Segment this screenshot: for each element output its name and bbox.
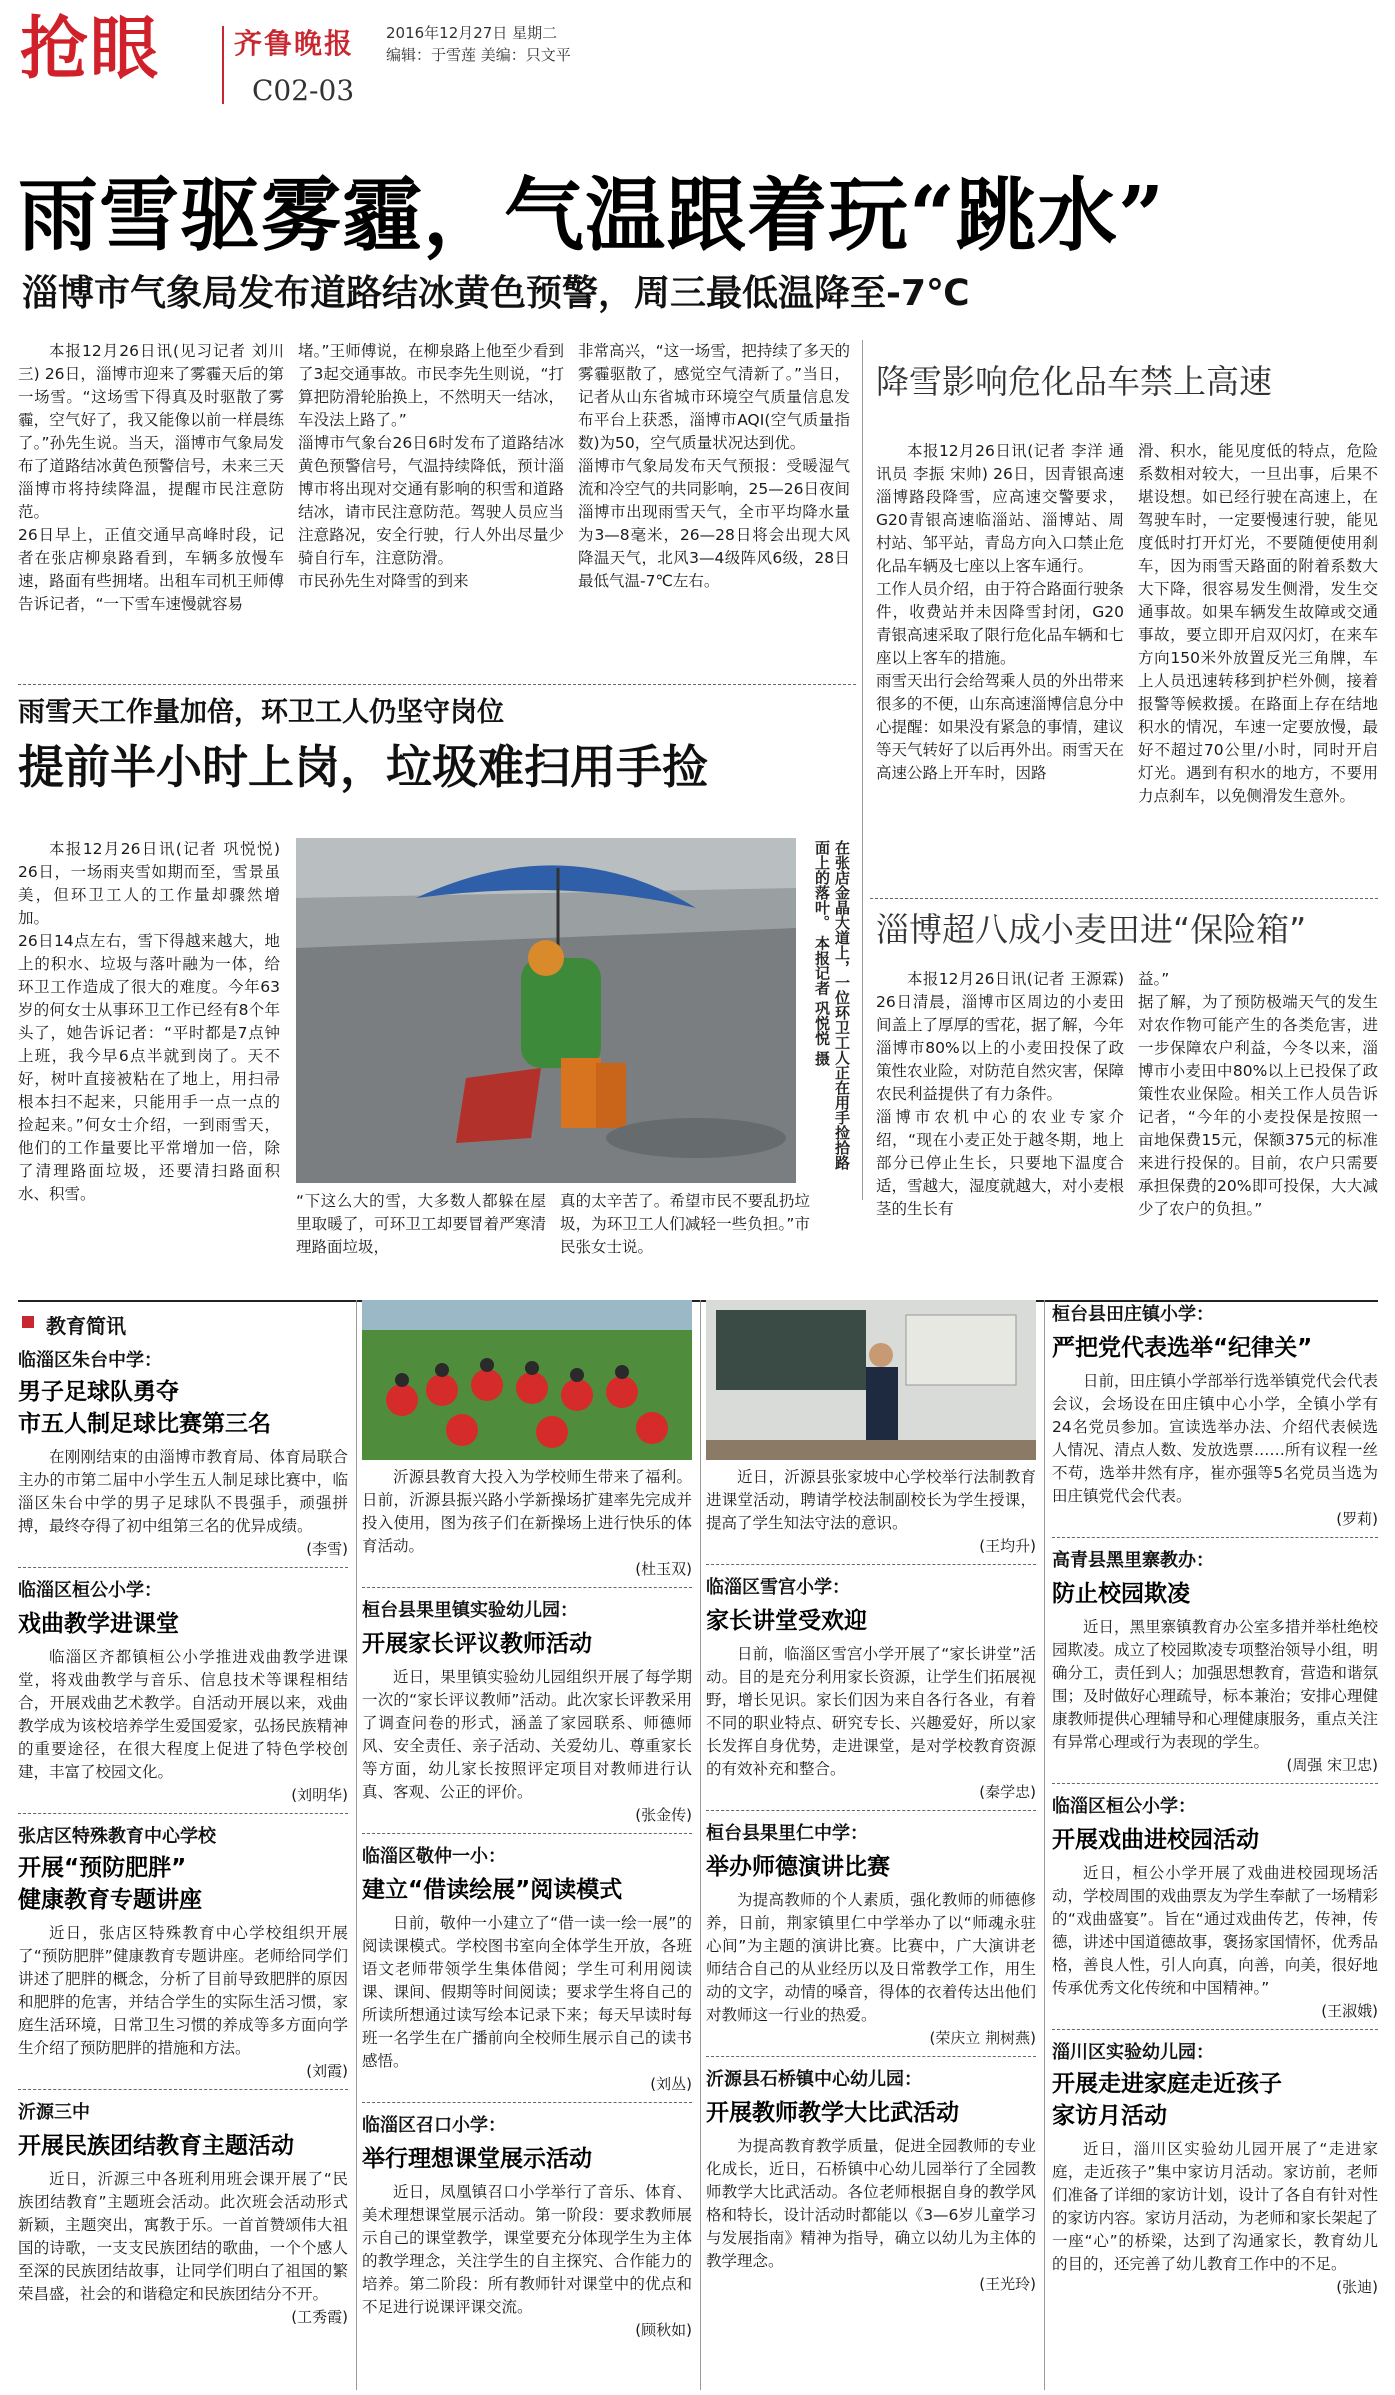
- edu-divider: [18, 2089, 348, 2090]
- issue-date: 2016年12月27日 星期二: [386, 24, 558, 42]
- edu-photo-caption: 沂源县教育大投入为学校师生带来了福利。日前，沂源县振兴路小学新操场扩建率先完成并投入使用，图为孩子们在新操场上进行快乐的体育活动。: [362, 1468, 692, 1555]
- edu-divider: [362, 1833, 692, 1834]
- edu-col3: [706, 1300, 1036, 2294]
- edu-item-sig: (罗莉): [1336, 1510, 1378, 1528]
- edu-divider: [706, 1564, 1036, 1565]
- edu-item-title: 男子足球队勇夺 市五人制足球比赛第三名: [18, 1379, 271, 1437]
- edu-item-kicker: 桓台县果里仁中学：: [706, 1823, 868, 1844]
- hazmat-col2: 滑、积水，能见度低的特点，危险系数相对较大，一旦出事，后果不堪设想。如已经行驶在高速上，在驾驶车时，一定要慢速行驶，能见度低时打开灯光，不要随便使用刹车，因为雨雪天路面的附着系数大大下降，很容易发生侧滑，发生交通事故。如果车辆发生故障或交通事故，要立即开启双闪灯，在来车方向150米外放置反光三角牌，车上人员迅速转移到护栏外侧，接着报警等候救援。在路面上存在结地积水的情况，车速一定要放慢，最好不超过70公里/小时，同时开启灯光。遇到有积水的地方，不要用力点刹车，以免侧滑发生意外。: [1138, 442, 1378, 805]
- edu-divider: [18, 1567, 348, 1568]
- edu-divider: [1052, 2029, 1378, 2030]
- wheat-col1: 本报12月26日讯(记者 王源霖) 26日清晨，淄博市区周边的小麦田间盖上了厚厚的雪花，据了解，今年淄博市80%以上的小麦田投保了政策性农业险，对防范自然灾害，保障农民利益提供了有力条件。 淄博市农机中心的农业专家介绍，“现在小麦正处于越冬期，地上部分已停止生长，只要地下温度合适，雪越大，湿度就越大，对小麦根茎的生长有: [876, 970, 1125, 1218]
- section-title: 抢眼: [20, 9, 161, 89]
- hazmat-col1: 本报12月26日讯(记者 李洋 通讯员 李振 宋帅) 26日，因青银高速淄博路段降雪，应高速交警要求，G20青银高速临淄站、淄博站、周村站、邹平站，青岛方向入口禁止危化品车辆及七座以上客车通行。 工作人员介绍，由于符合路面行驶条件，收费站并未因降雪封闭，G20青银高速采取了限行危化品车辆和七座以上客车的措施。 雨雪天出行会给驾乘人员的外出带来很多的不便，山东高速淄博信息分中心提醒：如果没有紧急的事情，建议等天气转好了以后再外出。雨雪天在高速公路上开车时，因路: [876, 442, 1125, 782]
- edu-item-title: 建立“借读绘展”阅读模式: [362, 1877, 623, 1903]
- edu-item-kicker: 临淄区朱台中学：: [18, 1350, 162, 1371]
- edu-item-sig: (李雪): [306, 1540, 348, 1558]
- edu-item-title: 开展戏曲进校园活动: [1052, 1827, 1259, 1853]
- edu-item-body: 近日，桓公小学开展了戏曲进校园现场活动，学校周围的戏曲票友为学生奉献了一场精彩的“戏曲盛宴”。旨在“通过戏曲传艺，传神，传德，讲述中国道德故事，褒扬家国情怀，优秀品格，善良人性，引人向真，向善，向美，很好地传承优秀文化传统和中国精神。”: [1052, 1864, 1378, 1997]
- edu-item-title: 戏曲教学进课堂: [18, 1611, 179, 1637]
- edu-item-kicker: 临淄区雪宫小学：: [706, 1577, 850, 1598]
- worker-with-umbrella-image: [296, 838, 796, 1183]
- edu-col-divider: [700, 1300, 701, 2390]
- edu-divider: [1052, 1537, 1378, 1538]
- main-headline: 雨雪驱雾霾，气温跟着玩“跳水”: [18, 168, 1166, 262]
- edu-item-kicker: 淄川区实验幼儿园：: [1052, 2042, 1214, 2063]
- edu-item-body: 近日，凤凰镇召口小学举行了音乐、体育、美术理想课堂展示活动。第一阶段：要求教师展示自己的课堂教学，课堂要充分体现学生为主体的教学理念，关注学生的自主探究、合作能力的培养。第二阶段：所有教师针对课堂中的优点和不足进行说课评课交流。: [362, 2183, 692, 2316]
- sanitation-photo: [296, 838, 796, 1183]
- edu-divider: [1052, 1783, 1378, 1784]
- edu-item-body: 日前，敬仲一小建立了“借一读一绘一展”的阅读课模式。学校图书室向全体学生开放，各班语文老师带领学生集体借阅；学生可利用阅读课、课间、假期等时间阅读；要求学生将自己的所读所想通过读写绘本记录下来；每天早读时每班一名学生在广播前向全校师生展示自己的读书感悟。: [362, 1914, 692, 2070]
- edu-item-sig: (刘丛): [650, 2075, 692, 2093]
- edu-item-title: 举行理想课堂展示活动: [362, 2146, 592, 2172]
- main-article-col3: 非常高兴，“这一场雪，把持续了多天的雾霾驱散了，感觉空气清新了。”当日，记者从山东省城市环境空气质量信息发布平台上获悉，淄博市AQI(空气质量指数)为50，空气质量状况达到优。 淄博市气象局发布天气预报：受暖湿气流和冷空气的共同影响，25—26日夜间淄博市出现雨雪天气，全市平均降水量为3—8毫米，26—28日将会出现大风降温天气，北风3—4级阵风6级，28日最低气温-7℃左右。: [578, 342, 850, 590]
- edu-divider: [706, 2056, 1036, 2057]
- edu-photo-caption: 近日，沂源县张家坡中心学校举行法制教育进课堂活动，聘请学校法制副校长为学生授课，提高了学生知法守法的意识。: [706, 1468, 1036, 1532]
- edu-item-kicker: 高青县黑里寨教办：: [1052, 1550, 1214, 1571]
- edu-item-title: 开展走进家庭走近孩子 家访月活动: [1052, 2071, 1282, 2129]
- edu-item-body: 日前，临淄区雪宫小学开展了“家长讲堂”活动。目的是充分利用家长资源，让学生们拓展视野，增长见识。家长们因为来自各行各业，有着不同的职业特点、研究专长、兴趣爱好，所以家长发挥自身优势，走进课堂，是对学校教育资源的有效补充和整合。: [706, 1645, 1036, 1778]
- sanitation-col1: 本报12月26日讯(记者 巩悦悦) 26日，一场雨夹雪如期而至，雪景虽美，但环卫工人的工作量却骤然增加。 26日14点左右，雪下得越来越大，地上的积水、垃圾与落叶融为一体，给环卫工作造成了很大的难度。今年63岁的何女士从事环卫工作已经有8个年头了，她告诉记者：“平时都是7点钟上班，我今早6点半就到岗了。天不好，树叶直接被粘在了地上，用扫帚根本扫不起来，只能用手一点一点的捡起来。”何女士介绍，一到雨雪天，他们的工作量要比平常增加一倍，除了清理路面垃圾，还要清扫路面积水、积雪。: [18, 840, 280, 1203]
- edu-item-kicker: 沂源县石桥镇中心幼儿园：: [706, 2069, 922, 2090]
- edu-item-title: 家长讲堂受欢迎: [706, 1608, 867, 1634]
- edu-divider: [362, 1587, 692, 1588]
- main-article-col1: 本报12月26日讯(见习记者 刘川三) 26日，淄博市迎来了雾霾天后的第一场雪。“这场雪下得真及时驱散了雾霾，空气好了，我又能像以前一样晨练了。”孙先生说。当天，淄博市气象局发布了道路结冰黄色预警信号，未来三天淄博市将持续降温，提醒市民注意防范。 26日早上，正值交通早高峰时段，记者在张店柳泉路看到，车辆多放慢车速，路面有些拥堵。出租车司机王师傅告诉记者，“一下雪车速慢就容易: [18, 342, 284, 613]
- edu-item-sig: (张迪): [1336, 2278, 1378, 2296]
- edu-item-kicker: 临淄区召口小学：: [362, 2115, 506, 2136]
- edu-item-sig: (顾秋如): [635, 2321, 692, 2339]
- main-article-col2: 堵。”王师傅说，在柳泉路上他至少看到了3起交通事故。市民李先生则说，“打算把防滑轮胎换上，不然明天一结冰，车没法上路了。” 淄博市气象台26日6时发布了道路结冰黄色预警信号，气温持续降低，预计淄博市将出现对交通有影响的积雪和道路结冰，请市民注意防范。驾驶人员应当注意路况，安全行驶，行人外出尽量少骑自行车，注意防滑。 市民孙先生对降雪的到来: [298, 342, 564, 590]
- sanitation-col2: “下这么大的雪，大多数人都躲在屋里取暖了，可环卫工却要冒着严寒清理路面垃圾，: [296, 1192, 546, 1256]
- divider-wheat: [870, 898, 1378, 899]
- page-number: C02-03: [252, 74, 355, 107]
- edu-item-sig: (王光玲): [979, 2275, 1036, 2293]
- hazmat-headline: 降雪影响危化品车禁上高速: [876, 362, 1272, 401]
- column-divider-right: [862, 340, 863, 1200]
- edu-label-marker: [22, 1316, 34, 1328]
- edu-divider: [362, 2102, 692, 2103]
- edu-col-divider: [356, 1300, 357, 2390]
- edu-photo-classroom: [706, 1300, 1036, 1460]
- edu-item-sig: (荣庆立 荆树燕): [929, 2029, 1036, 2047]
- edu-item-body: 近日，黑里寨镇教育办公室多措并举杜绝校园欺凌。成立了校园欺凌专项整治领导小组，明确分工，责任到人；加强思想教育，营造和谐氛围；及时做好心理疏导，标本兼治；安排心理健康教师提供心理辅导和心理健康服务，重点关注有异常心理或行为表现的学生。: [1052, 1618, 1378, 1751]
- edu-item-title: 防止校园欺凌: [1052, 1581, 1190, 1607]
- edu-item-body: 近日，张店区特殊教育中心学校组织开展了“预防肥胖”健康教育专题讲座。老师给同学们讲述了肥胖的概念，分析了目前导致肥胖的原因和肥胖的危害，并结合学生的实际生活习惯，家庭生活环境，日常卫生习惯的养成等多方面向学生介绍了预防肥胖的措施和方法。: [18, 1924, 348, 2057]
- masthead: [0, 0, 1395, 160]
- edu-item-sig: (刘明华): [291, 1786, 348, 1804]
- edu-item-body: 临淄区齐都镇桓公小学推进戏曲教学进课堂，将戏曲教学与音乐、信息技术等课程相结合，开展戏曲艺术教学。自活动开展以来，戏曲教学成为该校培养学生爱国爱家，弘扬民族精神的重要途径，在很大程度上促进了特色学校创建，丰富了校园文化。: [18, 1648, 348, 1781]
- wheat-col2: 益。” 据了解，为了预防极端天气的发生对农作物可能产生的各类危害，进一步保障农户利益，今冬以来，淄博市小麦田中80%以上已投保了政策性农业保险。相关工作人员告诉记者，“今年的小麦投保是按照一亩地保费15元，保额375元的标准来进行投保的。目前，农户只需要承担保费的20%即可投保，大大减少了农户的负担。”: [1138, 970, 1378, 1218]
- sanitation-headline: 提前半小时上岗，垃圾难扫用手捡: [18, 740, 708, 794]
- edu-item-body: 近日，淄川区实验幼儿园开展了“走进家庭，走近孩子”集中家访月活动。家访前，老师们准备了详细的家访计划，设计了各自有针对性的家访内容。家访月活动，为老师和家长架起了一座“心”的桥梁，达到了沟通家长，教育幼儿的目的，还完善了幼儿教育工作中的不足。: [1052, 2140, 1378, 2273]
- edu-section-label: 教育简讯: [46, 1314, 126, 1338]
- masthead-divider: [222, 26, 224, 104]
- edu-item-kicker: 临淄区桓公小学：: [18, 1580, 162, 1601]
- edu-col-divider: [1044, 1300, 1045, 2390]
- edu-item-title: 举办师德演讲比赛: [706, 1854, 890, 1880]
- edu-col4: [1052, 1300, 1378, 2297]
- edu-item-sig: (杜玉双): [635, 1560, 692, 1578]
- edu-item-body: 为提高教育教学质量，促进全园教师的专业化成长，近日，石桥镇中心幼儿园举行了全园教师教学大比武活动。各位老师根据自身的教学风格和特长，设计活动时都能以《3—6岁儿童学习与发展指南》精神为指导，确立以幼儿为主体的教学理念。: [706, 2137, 1036, 2270]
- editor-credit: 编辑：于雪莲 美编：只文平: [386, 46, 571, 64]
- edu-item-title: 开展“预防肥胖” 健康教育专题讲座: [18, 1855, 202, 1913]
- edu-divider: [706, 1810, 1036, 1811]
- edu-col2: [362, 1300, 692, 2340]
- main-subhead: 淄博市气象局发布道路结冰黄色预警，周三最低温降至-7℃: [22, 273, 970, 314]
- sanitation-col3: 真的太辛苦了。希望市民不要乱扔垃圾，为环卫工人们减轻一些负担。”市民张女士说。: [560, 1192, 810, 1256]
- sanitation-kicker: 雨雪天工作量加倍，环卫工人仍坚守岗位: [18, 697, 504, 728]
- edu-item-sig: (王淑娥): [1321, 2002, 1378, 2020]
- edu-item-kicker: 桓台县田庄镇小学：: [1052, 1304, 1214, 1325]
- edu-item-title: 开展民族团结教育主题活动: [18, 2133, 294, 2159]
- edu-item-title: 严把党代表选举“纪律关”: [1052, 1335, 1313, 1361]
- edu-item-kicker: 沂源三中: [18, 2102, 90, 2123]
- edu-item-sig: (秦学忠): [979, 1783, 1036, 1801]
- edu-item-body: 近日，沂源三中各班利用班会课开展了“民族团结教育”主题班会活动。此次班会活动形式新颖，主题突出，寓教于乐。一首首赞颂伟大祖国的诗歌，一支支民族团结的歌曲，一个个感人至深的民族团结故事，让同学们明白了祖国的繁荣昌盛，社会的和谐稳定和民族团结分不开。: [18, 2170, 348, 2303]
- edu-item-sig: (周强 宋卫忠): [1286, 1756, 1378, 1774]
- newspaper-brand: 齐鲁晚报: [234, 27, 355, 60]
- edu-item-title: 开展教师教学大比武活动: [706, 2100, 959, 2126]
- edu-item-body: 在刚刚结束的由淄博市教育局、体育局联合主办的市第二届中小学生五人制足球比赛中，临淄区朱台中学的男子足球队不畏强手，顽强拼搏，最终夺得了初中组第三名的优异成绩。: [18, 1448, 348, 1535]
- edu-item-kicker: 桓台县果里镇实验幼儿园：: [362, 1600, 578, 1621]
- edu-divider: [18, 1813, 348, 1814]
- police-officer-lecture-image: [706, 1300, 1036, 1460]
- edu-item-sig: (刘霞): [306, 2062, 348, 2080]
- divider-sanitation: [18, 684, 856, 685]
- children-playing-image: [362, 1300, 692, 1460]
- edu-item-body: 近日，果里镇实验幼儿园组织开展了每学期一次的“家长评议教师”活动。此次家长评教采用了调查问卷的形式，涵盖了家园联系、师德师风、安全责任、亲子活动、关爱幼儿、尊重家长等方面，幼儿家长按照评定项目对教师进行认真、客观、公正的评价。: [362, 1668, 692, 1801]
- edu-item-sig: (工秀霞): [291, 2308, 348, 2326]
- edu-item-sig: (张金传): [635, 1806, 692, 1824]
- edu-item-body: 日前，田庄镇小学部举行选举镇党代会代表会议，会场设在田庄镇中心小学，全镇小学有24名党员参加。宣读选举办法、介绍代表候选人情况、清点人数、发放选票……所有议程一丝不苟，选举井然有序，崔亦强等5名党员当选为田庄镇党代会代表。: [1052, 1372, 1378, 1505]
- edu-item-kicker: 临淄区桓公小学：: [1052, 1796, 1196, 1817]
- edu-photo-children: [362, 1300, 692, 1460]
- edu-item-title: 开展家长评议教师活动: [362, 1631, 592, 1657]
- edu-item-kicker: 张店区特殊教育中心学校: [18, 1826, 216, 1847]
- edu-item-sig: (王均升): [979, 1537, 1036, 1555]
- edu-item-body: 为提高教师的个人素质，强化教师的师德修养，日前，荆家镇里仁中学举办了以“师魂永驻心间”为主题的演讲比赛。比赛中，广大演讲老师结合自己的从业经历以及日常教学工作，用生动的文字，动情的嗓音，得体的衣着传达出他们对教师这一行业的热爱。: [706, 1891, 1036, 2024]
- wheat-headline: 淄博超八成小麦田进“保险箱”: [876, 910, 1307, 949]
- edu-item-kicker: 临淄区敬仲一小：: [362, 1846, 506, 1867]
- edu-col1: [18, 1346, 348, 2327]
- sanitation-photo-caption: 在张店金晶大道上，一位环卫工人正在用手捡拾路面上的落叶。 本报记者 巩悦悦 摄: [813, 840, 851, 1170]
